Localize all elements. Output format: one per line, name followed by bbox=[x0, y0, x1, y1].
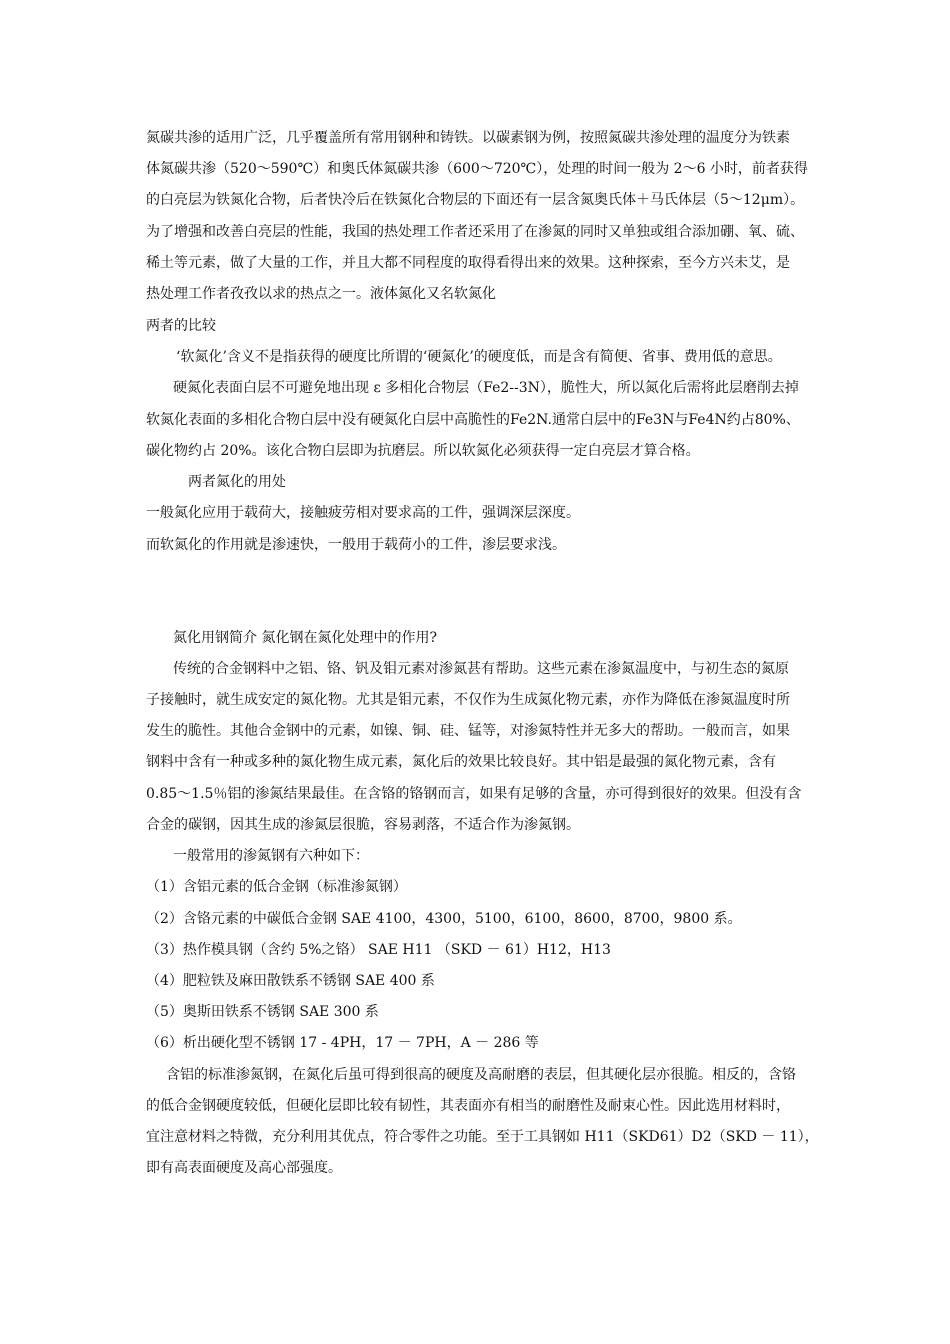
paragraph-line: 0.85～1.5％铝的渗氮结果最佳。在含铬的铬钢而言，如果有足够的含量，亦可得到很好的效果。但没有含 bbox=[146, 786, 802, 802]
list-item: （3）热作模具钢（含约 5%之铬） SAE H11 （SKD － 61）H12，H13 bbox=[146, 942, 611, 958]
section-title: 氮化用钢简介 氮化钢在氮化处理中的作用? bbox=[173, 630, 437, 646]
paragraph-line: 宜注意材料之特微，充分利用其优点，符合零件之功能。至于工具钢如 H11（SKD61）D2（SKD － 11）， bbox=[146, 1129, 819, 1145]
paragraph-line: 而软氮化的作用就是渗速快，一般用于载荷小的工件，渗层要求浅。 bbox=[146, 537, 566, 553]
paragraph-line: 含铝的标准渗氮钢，在氮化后虽可得到很高的硬度及高耐磨的表层，但其硬化层亦很脆。相反的，含铬 bbox=[166, 1067, 796, 1083]
list-item: （5）奥斯田铁系不锈钢 SAE 300 系 bbox=[146, 1004, 379, 1020]
paragraph-line: 碳化物约占 20%。该化合物白层即为抗磨层。所以软氮化必须获得一定白亮层才算合格。 bbox=[146, 443, 700, 459]
paragraph-line: 的白亮层为铁氮化合物，后者快冷后在铁氮化合物层的下面还有一层含氮奥氏体＋马氏体层（5～12μm）。 bbox=[146, 192, 805, 208]
list-intro: 一般常用的渗氮钢有六种如下： bbox=[173, 848, 369, 864]
paragraph-line: 发生的脆性。其他合金钢中的元素，如镍、铜、硅、锰等，对渗氮特性并无多大的帮助。一般而言，如果 bbox=[146, 723, 790, 739]
paragraph-line: ‘软氮化’含义不是指获得的硬度比所谓的‘硬氮化’的硬度低，而是含有简便、省事、费用低的意思。 bbox=[176, 349, 782, 365]
paragraph-line: 氮碳共渗的适用广泛，几乎覆盖所有常用钢种和铸铁。以碳素钢为例，按照氮碳共渗处理的温度分为铁素 bbox=[146, 130, 790, 146]
section-heading: 两者的比较 bbox=[146, 318, 216, 334]
paragraph-line: 的低合金钢硬度较低，但硬化层即比较有韧性，其表面亦有相当的耐磨性及耐束心性。因此选用材料时， bbox=[146, 1098, 790, 1114]
paragraph-line: 硬氮化表面白层不可避免地出现 ε 多相化合物层（Fe2--3N），脆性大，所以氮化后需将此层磨削去掉 bbox=[173, 380, 799, 396]
paragraph-line: 子接触时，就生成安定的氮化物。尤其是钼元素，不仅作为生成氮化物元素，亦作为降低在渗氮温度时所 bbox=[146, 692, 790, 708]
paragraph-line: 合金的碳钢，因其生成的渗氮层很脆，容易剥落，不适合作为渗氮钢。 bbox=[146, 817, 580, 833]
paragraph-line: 软氮化表面的多相化合物白层中没有硬氮化白层中高脆性的Fe2N.通常白层中的Fe3N与Fe4N约占80%、 bbox=[146, 412, 800, 428]
list-item: （6）析出硬化型不锈钢 17 - 4PH，17 － 7PH，A － 286 等 bbox=[146, 1035, 539, 1051]
section-heading: 两者氮化的用处 bbox=[188, 474, 286, 490]
paragraph-line: 体氮碳共渗（520～590℃）和奥氏体氮碳共渗（600～720℃），处理的时间一般为 2～6 小时，前者获得 bbox=[146, 161, 808, 177]
list-item: （4）肥粒铁及麻田散铁系不锈钢 SAE 400 系 bbox=[146, 973, 435, 989]
paragraph-line: 稀土等元素，做了大量的工作，并且大都不同程度的取得看得出来的效果。这种探索，至今方兴未艾，是 bbox=[146, 255, 790, 271]
list-item: （1）含铝元素的低合金钢（标准渗氮钢） bbox=[146, 879, 407, 895]
paragraph-line: 为了增强和改善白亮层的性能，我国的热处理工作者还采用了在渗氮的同时又单独或组合添加硼、氧、硫、 bbox=[146, 224, 804, 240]
paragraph-line: 一般氮化应用于载荷大，接触疲劳相对要求高的工件，强调深层深度。 bbox=[146, 505, 580, 521]
paragraph-line: 传统的合金钢料中之铝、铬、钒及钼元素对渗氮甚有帮助。这些元素在渗氮温度中，与初生态的氮原 bbox=[173, 661, 789, 677]
paragraph-line: 即有高表面硬度及高心部强度。 bbox=[146, 1160, 342, 1176]
list-item: （2）含铬元素的中碳低合金钢 SAE 4100，4300，5100，6100，8600，8700，9800 系。 bbox=[146, 911, 742, 927]
paragraph-line: 钢料中含有一种或多种的氮化物生成元素，氮化后的效果比较良好。其中铝是最强的氮化物元素，含有 bbox=[146, 754, 776, 770]
paragraph-line: 热处理工作者孜孜以求的热点之一。液体氮化又名软氮化 bbox=[146, 286, 496, 302]
